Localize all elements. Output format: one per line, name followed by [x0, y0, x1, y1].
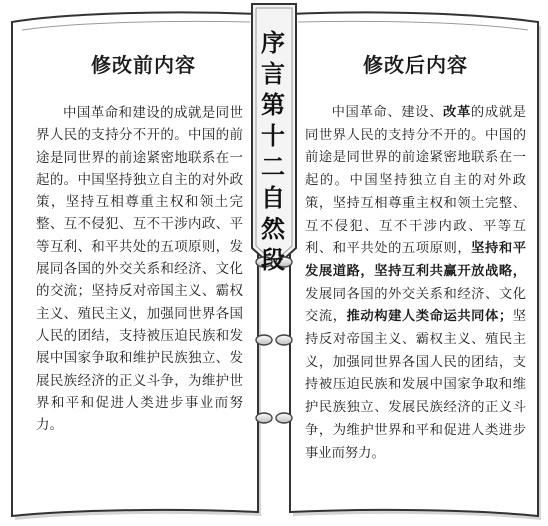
right-body-text: 坚持反对帝国主义、霸权主义、殖民主义，加强同世界各国人民的团结，支持被压迫民族和发展中国家争取和维护民族独立、发展民族经济的正义斗争，为维护世界和平和促进人类进步事业而努力。 [305, 309, 527, 461]
right-body-highlight: 坚持和平发展道路，坚持互利共赢开放战略， [305, 241, 527, 279]
spine-title-char: 段 [261, 246, 285, 274]
spine-title [257, 28, 289, 276]
right-body-highlight: 推动构建人类命运共同体； [346, 309, 513, 325]
spine-title-char: 二 [261, 153, 285, 181]
left-page [36, 50, 243, 450]
ring-2 [256, 335, 292, 345]
spine-title-char: 言 [261, 60, 285, 88]
right-page [305, 50, 526, 479]
spine-rings [256, 257, 292, 423]
spine-title-char: 第 [261, 91, 285, 119]
spine-title-char: 序 [261, 29, 285, 57]
left-page-title: 修改前内容 [91, 53, 196, 77]
ring-3 [256, 413, 292, 423]
right-body-text: 发展同各国的外交关系和经济、文化交流， [305, 286, 526, 325]
left-body-text: 中国革命和建设的成就是同世界人民的支持分不开的。中国的前途是同世界的前途紧密地联系在一起的。中国坚持独立自主的对外政策，坚持互相尊重主权和领土完整、互不侵犯、互不干涉内政、平等互利、和平共处的五项原则，发展同各国的外交关系和经济、文化的交流；坚持反对帝国主义、霸权主义、殖民主义，加强同世界各国人民的团结，支持被压迫民族和发展中国家争取和维护民族独立、发展民族经济的正义斗争，为维护世界和平和促进人类进步事业而努力。 [36, 105, 243, 434]
right-page-title: 修改后内容 [363, 53, 468, 77]
spine-title-char: 然 [261, 215, 285, 243]
right-body-text: 中国革命、建设、 [331, 105, 444, 120]
spine-title-char: 自 [261, 184, 285, 212]
spine-title-char: 十 [261, 122, 285, 150]
left-page-body [36, 102, 243, 436]
right-body-highlight: 改革 [443, 105, 471, 120]
right-body-text: 的成就是同世界人民的支持分不开的。中国的前途是同世界的前途紧密地联系在一起的。中国坚持独立自主的对外政策，坚持互相尊重主权和领土完整、互不侵犯、互不干涉内政、平等互利、和平共处的五项原则， [305, 105, 527, 257]
right-page-body [305, 102, 526, 465]
